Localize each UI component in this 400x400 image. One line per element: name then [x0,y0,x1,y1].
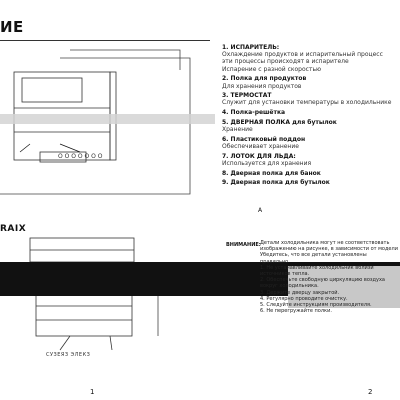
freezer-compartment [22,78,82,102]
parts-list-text: Для хранения продуктов [222,82,302,90]
parts-list-text: Хранение [222,126,253,134]
parts-list-heading: 6. Пластиковый поддон [222,135,306,143]
parts-list-heading: 1. ИСПАРИТЕЛЬ: [222,44,280,51]
note-line: вокруг холодильника. [260,283,319,290]
parts-list-text: Служит для установки температуры в холодильнике [222,99,392,107]
page-number: 2 [368,388,373,396]
title-rule [0,40,210,41]
note-line: 4. Регулярно проводите очистку. [260,295,348,302]
svg-text:О О О О О О О: О О О О О О О [58,153,103,160]
note-line: Детали холодильника могут не соответствовать [260,240,390,246]
note-line: 5. Следуйте инструкциям производителя. [260,302,372,309]
parts-list-heading: 7. ЛОТОК ДЛЯ ЛЬДА: [222,152,296,160]
parts-list-heading: 4. Полка-решётка [222,109,286,117]
figure-letter: A [258,207,263,214]
parts-list-text: эти процессы происходят в испарителе [222,58,349,66]
section-title: RAIX [0,224,27,234]
diagram-labels: СУЗЕЯЗ ЭЛЕКЗ [46,352,91,358]
parts-list-heading: 8. Дверная полка для банок [222,169,321,177]
page-title: ИЕ [0,18,24,36]
note-line: правильно. [260,258,290,265]
parts-list-heading: 2. Полка для продуктов [222,75,307,83]
parts-list-heading: 3. ТЕРМОСТАТ [222,92,272,100]
parts-list [222,44,400,189]
note-line: 6. Не перегружайте полки. [260,308,332,315]
note-line: изображению на рисунке, в зависимости от модели [260,246,398,253]
fridge-body [36,292,132,336]
parts-list-text: Охлаждение продуктов и испарительный процесс [222,51,383,59]
parts-list-text: Обеспечивает хранение [222,142,299,150]
page-number: 1 [90,388,95,396]
note-line: 3. Держите дверцу закрытой. [260,289,340,296]
fridge-diagram [0,48,215,198]
note-line: 2. Обеспечьте свободную циркуляцию воздуха [260,277,385,284]
note-label: ВНИМАНИЕ: [226,242,261,248]
note-box [260,240,400,328]
parts-list-text: Используется для хранения [222,159,312,167]
note-line: Убедитесь, что все детали установлены [260,252,367,259]
note-line: источников тепла. [260,271,310,278]
parts-list-heading: 9. Дверная полка для бутылок [222,179,330,187]
parts-list-text: Испарение с разной скоростью [222,65,322,73]
parts-list-heading: 5. ДВЕРНАЯ ПОЛКА для бутылок [222,118,337,126]
fridge-diagram-open [0,232,215,362]
note-line: 1. Не устанавливайте холодильник вблизи [260,264,374,271]
